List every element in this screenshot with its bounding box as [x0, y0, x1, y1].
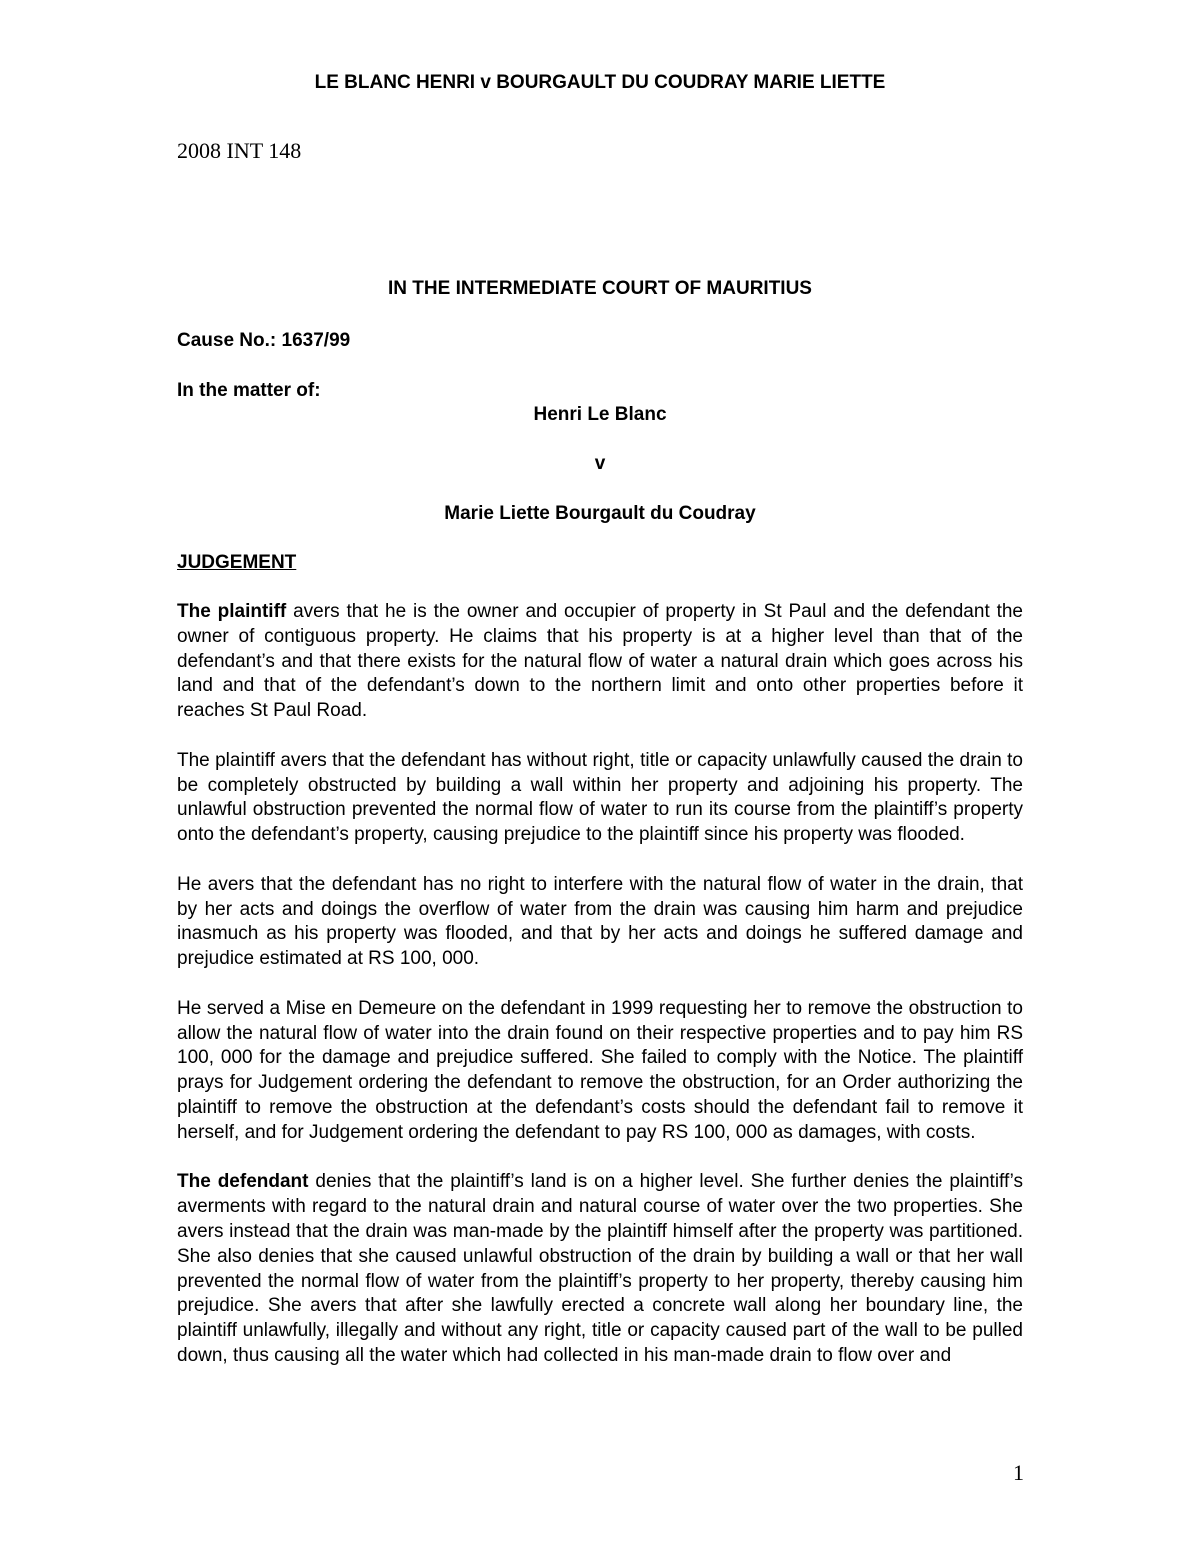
defendant-name: Marie Liette Bourgault du Coudray	[444, 503, 756, 524]
paragraph-text: He served a Mise en Demeure on the defendant in 1999 requesting her to remove the obstruction to allow the natural flow of water into the drain found on their respective properties and to pay him RS 100, 000 for the damage and prejudice suffered. She failed to comply with the Notice. The plaintiff prays for Judgement ordering the defendant to remove the obstruction, for an Order authorizing the plaintiff to remove the obstruction at the defendant’s costs should the defendant fail to remove it herself, and for Judgement ordering the defendant to pay RS 100, 000 as damages, with costs.	[177, 997, 1023, 1143]
plaintiff-name: Henri Le Blanc	[533, 404, 667, 425]
page-number: 1	[1013, 1460, 1024, 1485]
case-citation: 2008 INT 148	[177, 138, 302, 163]
judgement-paragraph	[177, 600, 1023, 724]
case-title: LE BLANC HENRI v BOURGAULT DU COUDRAY MARIE LIETTE	[314, 72, 886, 93]
judgement-paragraph	[177, 997, 1023, 1146]
judgement-paragraph	[177, 873, 1023, 972]
paragraph-text: denies that the plaintiff’s land is on a higher level. She further denies the plaintiff’s averments with regard to the natural drain and natural course of water over the two properties. She avers instead that the drain was man-made by the plaintiff himself after the property was partitioned. She also denies that she caused unlawful obstruction of the drain by building a wall or that her wall prevented the normal flow of water from the plaintiff’s property to her property, thereby causing him prejudice. She avers that after she lawfully erected a concrete wall along her boundary line, the plaintiff unlawfully, illegally and without any right, title or capacity caused part of the wall to be pulled down, thus causing all the water which had collected in his man-made drain to flow over and	[177, 1171, 1023, 1366]
cause-number: Cause No.: 1637/99	[177, 330, 351, 351]
paragraph-lead: The plaintiff	[177, 601, 287, 622]
paragraph-lead: The defendant	[177, 1171, 309, 1193]
versus-label: v	[594, 453, 606, 474]
judgement-paragraph	[177, 749, 1023, 848]
paragraph-text: The plaintiff avers that the defendant has without right, title or capacity unlawfully caused the drain to be completely obstructed by building a wall within her property and adjoining his property. The unlawful obstruction prevented the normal flow of water to run its course from the plaintiff’s property onto the defendant’s property, causing prejudice to the plaintiff since his property was flooded.	[177, 749, 1023, 846]
paragraph-text: He avers that the defendant has no right to interfere with the natural flow of water in the drain, that by her acts and doings the overflow of water from the drain was causing him harm and prejudice inasmuch as his property was flooded, and that by her acts and doings he suffered damage and prejudice estimated at RS 100, 000.	[177, 873, 1023, 970]
court-name: IN THE INTERMEDIATE COURT OF MAURITIUS	[388, 278, 812, 299]
judgement-paragraph	[177, 1170, 1023, 1368]
matter-label: In the matter of:	[177, 380, 321, 401]
judgement-body	[177, 600, 1023, 1369]
judgement-heading: JUDGEMENT	[177, 552, 297, 573]
paragraph-text: avers that he is the owner and occupier of property in St Paul and the defendant the owner of contiguous property. He claims that his property is at a higher level than that of the defendant’s and that there exists for the natural flow of water a natural drain which goes across his land and that of the defendant’s down to the northern limit and onto other properties before it reaches St Paul Road.	[177, 601, 1024, 722]
